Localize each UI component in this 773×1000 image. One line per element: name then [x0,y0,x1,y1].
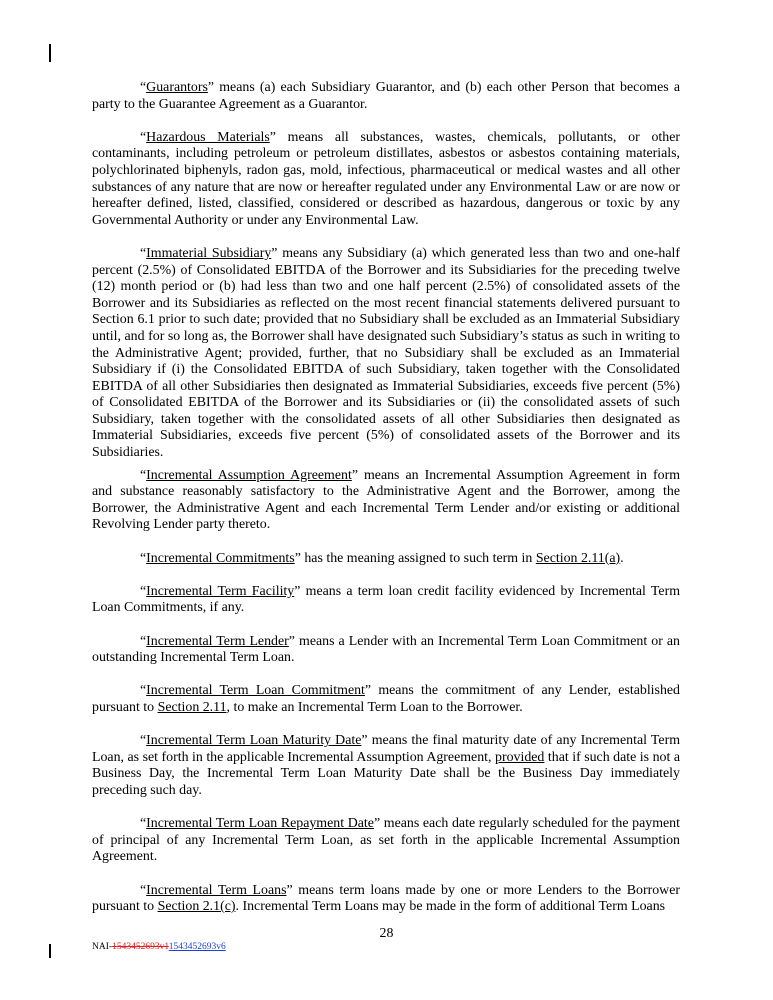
document-body [92,80,680,932]
deleted-doc-id: 1543452693v1 [112,942,169,952]
proviso-term: provided [495,749,545,765]
defined-term: Incremental Term Facility [146,583,295,599]
definition-immaterial-subsidiary: “Immaterial Subsidiary” means any Subsidiary (a) which generated less than two and one-half percent (2.5%) of Consolidated EBITDA of the Borrower and its Subsidiaries for the preceding twelve (12) month period or (b) had less than two and one half percent (2.5%) of consolidated assets of the Borrower and its Subsidiaries as reflected on the most recent financial statements delivered pursuant to Section 6.1 prior to such date; provided that no Subsidiary shall be excluded as an Immaterial Subsidiary until, and for so long as, the Borrower shall have designated such Subsidiary’s status as such in writing to the Administrative Agent; provided, further, that no Subsidiary shall be excluded as an Immaterial Subsidiary if (i) the Consolidated EBITDA of such Subsidiary, taken together with the Consolidated EBITDA of all other Subsidiaries then designated as Immaterial Subsidiaries, exceeds five percent (5%) of Consolidated EBITDA of the Borrower and its Subsidiaries or (ii) the consolidated assets of such Subsidiary, taken together with the consolidated assets of all other Subsidiaries then designated as Immaterial Subsidiaries, exceeds five percent (5%) of consolidated assets of the Borrower and its Subsidiaries. [92,245,680,461]
section-reference: Section 2.11(a) [535,550,621,566]
definition-incremental-term-loans: “Incremental Term Loans” means term loans made by one or more Lenders to the Borrower pursuant to Section 2.1(c). Incremental Term Loans may be made in the form of additional Term Loans [92,882,680,915]
definition-incremental-term-loan-repayment-date: “Incremental Term Loan Repayment Date” means each date regularly scheduled for the payment of principal of any Incremental Term Loan, as set forth in the applicable Incremental Assumption Agreement. [92,816,680,865]
definition-guarantors: “Guarantors” means (a) each Subsidiary Guarantor, and (b) each other Person that becomes a party to the Guarantee Agreement as a Guarantor. [92,80,680,112]
definition-incremental-term-loan-maturity-date: “Incremental Term Loan Maturity Date” means the final maturity date of any Incremental Term Loan, as set forth in the applicable Incremental Assumption Agreement, provided that if such date is not a Business Day, the Incremental Term Loan Maturity Date shall be the Business Day immediately preceding such day. [92,733,680,798]
defined-term: Incremental Term Lender [146,633,289,649]
definition-hazardous-materials: “Hazardous Materials” means all substances, wastes, chemicals, pollutants, or other contaminants, including petroleum or petroleum distillates, asbestos or asbestos containing materials, polychlorinated biphenyls, radon gas, mold, infectious, pharmaceutical or medical wastes and all other substances of any nature that are now or hereafter regulated under any Environmental Law or are now or hereafter defined, listed, classified, considered or described as hazardous, dangerous or toxic by any Governmental Authority or under any Environmental Law. [92,129,680,228]
definition-incremental-term-loan-commitment: “Incremental Term Loan Commitment” means the commitment of any Lender, established pursuant to Section 2.11, to make an Incremental Term Loan to the Borrower. [92,683,680,715]
defined-term: Guarantors [146,80,208,95]
inserted-doc-id: 1543452693v6 [168,942,226,952]
footer-prefix: NAI- [92,942,113,952]
definition-incremental-commitments: “Incremental Commitments” has the meaning assigned to such term in Section 2.11(a). [140,550,624,566]
definition-incremental-assumption-agreement: “Incremental Assumption Agreement” means an Incremental Assumption Agreement in form and substance reasonably satisfactory to the Administrative Agent and the Borrower, among the Borrower, the Administrative Agent and each Incremental Term Lender and/or existing or additional Revolving Lender party thereto. [92,467,681,533]
defined-term: Incremental Term Loan Commitment [146,683,365,699]
defined-term: Hazardous Materials [146,129,270,145]
defined-term: Incremental Commitments [146,550,295,566]
page-number: 28 [379,926,394,941]
definition-incremental-term-facility: “Incremental Term Facility” means a term loan credit facility evidenced by Incremental Term Loan Commitments, if any. [92,583,680,616]
revision-bar-top [49,44,51,62]
section-reference: Section 2.1(c) [157,899,236,915]
defined-term: Immaterial Subsidiary [146,245,272,261]
document-id-footer [92,942,226,952]
defined-term: Incremental Term Loans [146,882,287,898]
definition-incremental-term-lender: “Incremental Term Lender” means a Lender with an Incremental Term Loan Commitment or an outstanding Incremental Term Loan. [92,633,680,666]
section-reference: Section 2.11 [157,699,227,715]
revision-bar-bottom [49,944,51,958]
defined-term: Incremental Assumption Agreement [146,467,352,483]
defined-term: Incremental Term Loan Repayment Date [146,816,374,832]
defined-term: Incremental Term Loan Maturity Date [146,733,362,749]
